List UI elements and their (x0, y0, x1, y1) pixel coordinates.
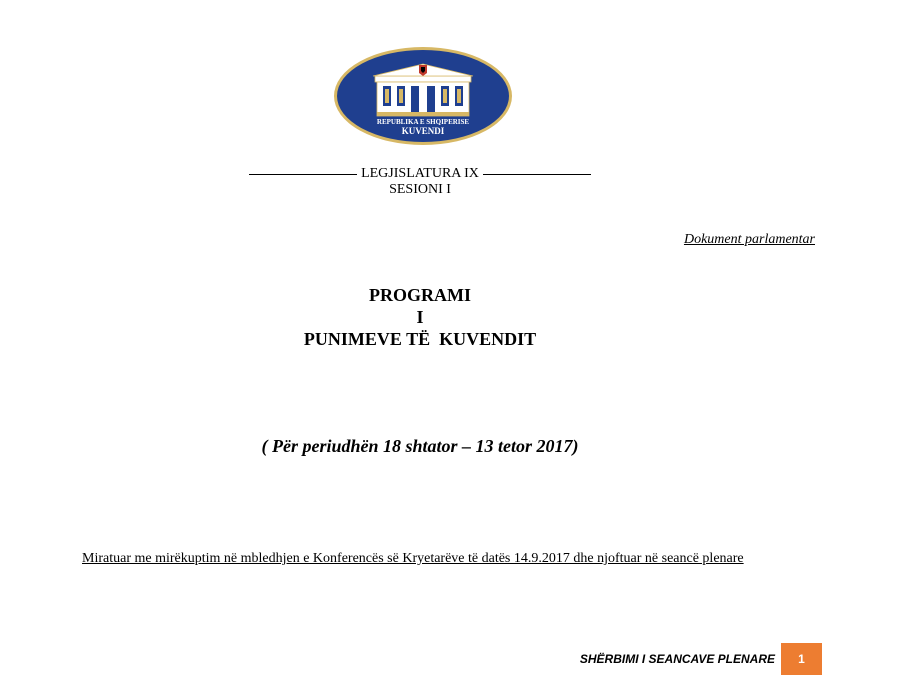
logo-text-line1: REPUBLIKA E SHQIPERISE (376, 118, 470, 126)
logo-text-line2: KUVENDI (401, 126, 445, 136)
legislature-heading (240, 166, 600, 182)
rule-right (483, 174, 591, 175)
logo-text (333, 118, 513, 136)
page-title (230, 284, 610, 350)
legislature-text: LEGJISLATURA IX (361, 166, 479, 181)
title-line3: PUNIMEVE TË KUVENDIT (303, 329, 537, 349)
rule-left (249, 174, 357, 175)
title-line1: PROGRAMI (369, 285, 471, 305)
title-line2: I (416, 307, 424, 327)
period-text: ( Për periudhën 18 shtator – 13 tetor 2017) (261, 436, 579, 456)
page-number-badge: 1 (781, 643, 822, 675)
approval-note: Miratuar me mirëkuptim në mbledhjen e Konferencës së Kryetarëve të datës 14.9.2017 dhe njoftuar në seancë plenare (82, 551, 744, 566)
document-type-label: Dokument parlamentar (683, 232, 815, 247)
session-text: SESIONI I (389, 182, 451, 197)
footer-label: SHËRBIMI I SEANCAVE PLENARE (579, 652, 775, 666)
